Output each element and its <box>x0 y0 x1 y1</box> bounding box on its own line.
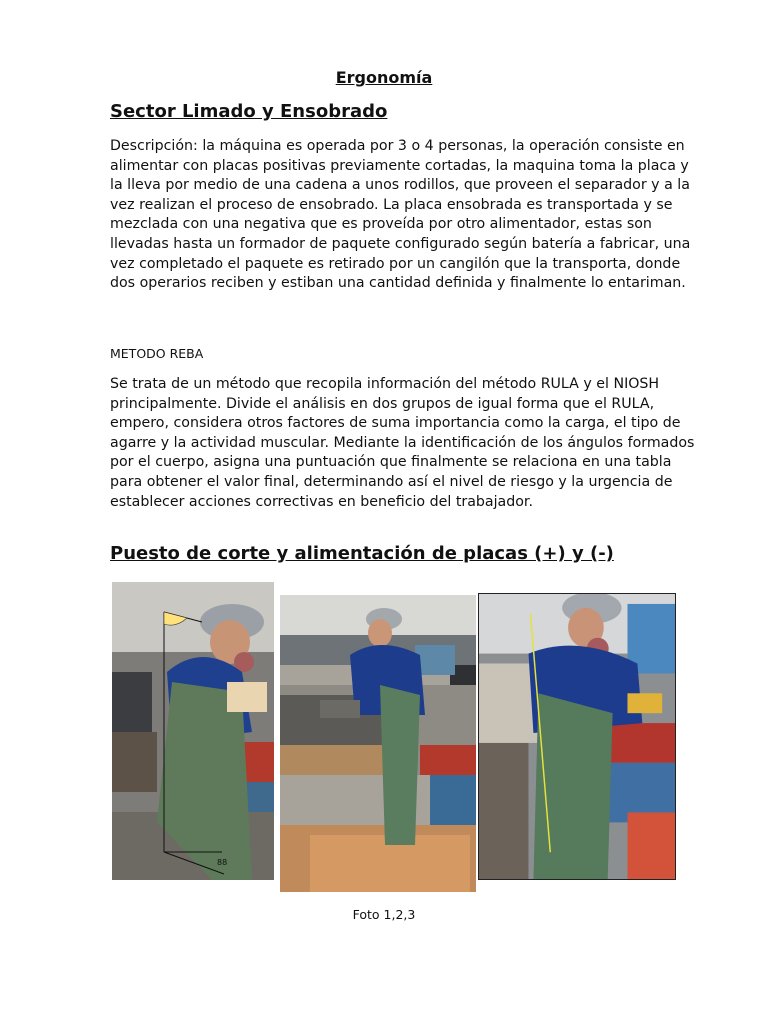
subsection-heading: Puesto de corte y alimentación de placas (+) y (-) <box>110 543 614 564</box>
description-paragraph: Descripción: la máquina es operada por 3 o 4 personas, la operación consiste en alimentar con placas positivas previamente cortadas, la maquina toma la placa y la lleva por medio de una cadena a unos rodillos, que proveen el separador y a la vez realizan el proceso de ensobrado. La placa ensobrada es transportada y se mezclada con una negativa que es proveída por otro alimentador, estas son llevadas hasta un formador de paquete configurado según batería a fabricar, una vez completado el paquete es retirado por un cangilón que la transporta, donde dos operarios reciben y estiban una cantidad definida y finalmente lo entariman. <box>110 138 691 292</box>
angle-label: 88 <box>217 858 228 867</box>
method-paragraph: Se trata de un método que recopila información del método RULA y el NIOSH principalmente. Divide el análisis en dos grupos de igual forma que el RULA, empero, considera otros factores de suma importancia como la carga, el tipo de agarre y la actividad muscular. Mediante la identificación de los ángulos formados por el cuerpo, asigna una puntuación que finalmente se relaciona en una tabla para obtener el valor final, determinando así el nivel de riesgo y la urgencia de establecer acciones correctivas en beneficio del trabajador. <box>110 376 695 510</box>
photo-2-workbench <box>280 595 476 892</box>
method-label: METODO REBA <box>110 346 204 361</box>
page-title: Ergonomía <box>335 68 433 87</box>
photo-1-worker-posture <box>112 582 274 880</box>
section-heading: Sector Limado y Ensobrado <box>110 101 388 122</box>
photo-caption: Foto 1,2,3 <box>352 907 416 922</box>
photo-3-worker-posture-line <box>478 593 676 880</box>
